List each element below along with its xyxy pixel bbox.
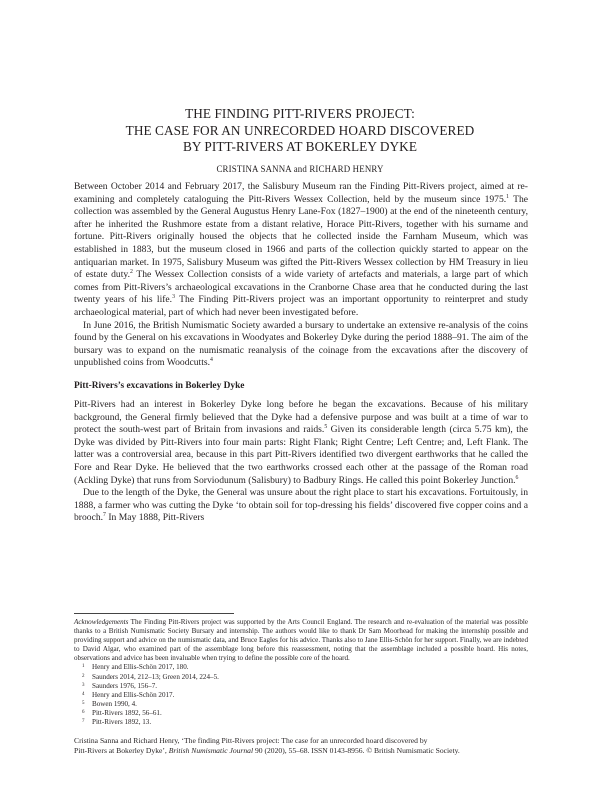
footnote-ref[interactable]: 6 [515, 474, 519, 481]
footnote-number: 7 [82, 719, 85, 725]
footnote-number: 3 [82, 682, 85, 688]
article-authors: CRISTINA SANNA and RICHARD HENRY [216, 164, 384, 174]
footnote-ref[interactable]: 3 [172, 294, 175, 301]
acknowledgements-text: The Finding Pitt-Rivers project was supported by the Arts Council England. The research and re-evaluation of the material was possible thanks to a British Numismatic Society Bursary and internship. The authors would like to thank Dr Sam Moorhead for making the internship possible and providing support and advice on the numismatic data, and Bruce Eagles for his advice. Thanks also to Jane Ellis-Schön for her support. Finally, we are indebted to David Algar, who examined part of the assemblage long before this reassessment, noting that the assemblage included a possible hoard. His notes, observations and advice has been invaluable when trying to define the possible core of the hoard. [74, 618, 528, 663]
footnote-text: Henry and Ellis-Schön 2017, 180. [92, 663, 189, 672]
footnote-item [74, 691, 528, 700]
footnote-item [74, 663, 528, 672]
citation-line [74, 746, 528, 756]
footnote-ref[interactable]: 2 [129, 269, 133, 276]
text-run: Given its considerable length (circa 5.75 km), the Dyke was divided by Pitt-Rivers into four main parts: Right Flank; Right Centre; Left Centre; and, Left Flank. The latter was a controversial area, because in this part Pitt-Rivers identified two divergent earthworks that he called the Fore and Rear Dyke. He believed that the two earthworks crossed each other at the passage of the Roman road (Ackling Dyke) that runs from Sorviodunum (Salisbury) to Badbury Rings. He called this point Bokerley Junction. [74, 424, 528, 486]
citation-text: 90 (2020), 55–68. ISSN 0143-8956. © British Numismatic Society. [253, 746, 460, 756]
footnote-number: 5 [82, 700, 85, 706]
article-title [60, 106, 540, 156]
section-heading: Pitt-Rivers’s excavations in Bokerley Dyke [74, 381, 245, 392]
footnote-list [74, 663, 528, 727]
footnote-text: Bowen 1990, 4. [92, 699, 137, 708]
footnote-item [74, 673, 528, 682]
footnote-text: Henry and Ellis-Schön 2017. [92, 690, 175, 699]
citation-line: Cristina Sanna and Richard Henry, ‘The finding Pitt-Rivers project: The case for an unrecorded hoard discovered by [74, 736, 428, 745]
body-paragraph [74, 320, 528, 370]
footnote-divider [74, 613, 234, 614]
text-run: In June 2016, the British Numismatic Society awarded a bursary to undertake an extensive re-analysis of the coins found by the General on his excavations in Woodyates and Bokerley Dyke during the period 1888–91. The aim of the bursary was to expand on the numismatic reanalysis of the coinage from the excavations after the discovery of unpublished coins from Woodcutts. [74, 319, 528, 369]
footnote-ref[interactable]: 1 [506, 193, 510, 200]
footnote-ref[interactable]: 7 [103, 512, 106, 519]
footnote-number: 4 [82, 691, 85, 697]
footnote-text: Saunders 1976, 156–7. [92, 681, 158, 690]
acknowledgements-label: Acknowledgements [74, 618, 129, 626]
footnote-text: Saunders 2014, 212–13; Green 2014, 224–5. [92, 672, 219, 681]
body-paragraph [74, 487, 528, 525]
footnote-number: 2 [82, 673, 85, 679]
title-line: THE CASE FOR AN UNRECORDED HOARD DISCOVERED [125, 122, 475, 138]
footnote-item [74, 718, 528, 727]
citation-footer [74, 736, 528, 756]
text-run: The collection was assembled by the General Augustus Henry Lane-Fox (1827–1900) at the end of the nineteenth century, after he inherited the Rushmore estate from a distant relative, Horace Pitt-Rivers, together with his surname and fortune. Pitt-Rivers originally housed the objects that he collected inside the Farnham Museum, which was established in 1883, but the museum closed in 1966 and parts of the collection quickly started to appear on the antiquarian market. In 1975, Salisbury Museum was gifted the Pitt-Rivers Wessex collection by HM Treasury in lieu of estate duty. [74, 193, 528, 281]
text-run: Due to the length of the Dyke, the General was unsure about the right place to start his excavations. Fortuitously, in 1888, a farmer who was cutting the Dyke ‘to obtain soil for top-dressing his fields’ discovered five copper coins and a brooch. [74, 487, 528, 524]
text-run: In May 1888, Pitt-Rivers [105, 512, 205, 524]
text-run: The Finding Pitt-Rivers project was an important opportunity to reinterpret and study archaeological material, part of which had never been investigated before. [74, 294, 528, 318]
footnote-number: 6 [82, 709, 85, 715]
title-line: BY PITT-RIVERS AT BOKERLEY DYKE [182, 139, 417, 155]
footnote-text: Pitt-Rivers 1892, 13. [92, 718, 152, 727]
text-run: Pitt-Rivers had an interest in Bokerley Dyke long before he began the excavations. Because of his military background, the General firmly believed that the Dyke had a defensive purpose and was built at a time of war to protect the south-west part of Britain from invasions and raids. [74, 399, 528, 436]
article-body [74, 181, 528, 525]
footnote-text: Pitt-Rivers 1892, 56–61. [92, 708, 162, 717]
footnote-number: 1 [82, 664, 85, 670]
acknowledgements [74, 618, 528, 663]
footnote-item [74, 709, 528, 718]
footnote-ref[interactable]: 4 [210, 357, 213, 364]
citation-text: Pitt-Rivers at Bokerley Dyke’, [74, 746, 169, 756]
body-paragraph [74, 399, 528, 487]
footnote-item [74, 682, 528, 691]
title-line: THE FINDING PITT-RIVERS PROJECT: [185, 106, 415, 121]
text-run: The Wessex Collection consists of a wide variety of artefacts and materials, a large part of which comes from Pitt-Rivers’s archaeological excavations in the Cranborne Chase area that he conducted during the last twenty years of his life. [74, 269, 528, 306]
journal-name: British Numismatic Journal [168, 746, 254, 756]
body-paragraph [74, 181, 528, 320]
footnote-ref[interactable]: 5 [324, 424, 328, 431]
footnotes-section [74, 618, 528, 727]
text-run: Between October 2014 and February 2017, the Salisbury Museum ran the Finding Pitt-Rivers project, aimed at re-examining and completely cataloguing the Pitt-Rivers Wessex Collection, held by the museum since 1975. [74, 181, 528, 205]
footnote-item [74, 700, 528, 709]
